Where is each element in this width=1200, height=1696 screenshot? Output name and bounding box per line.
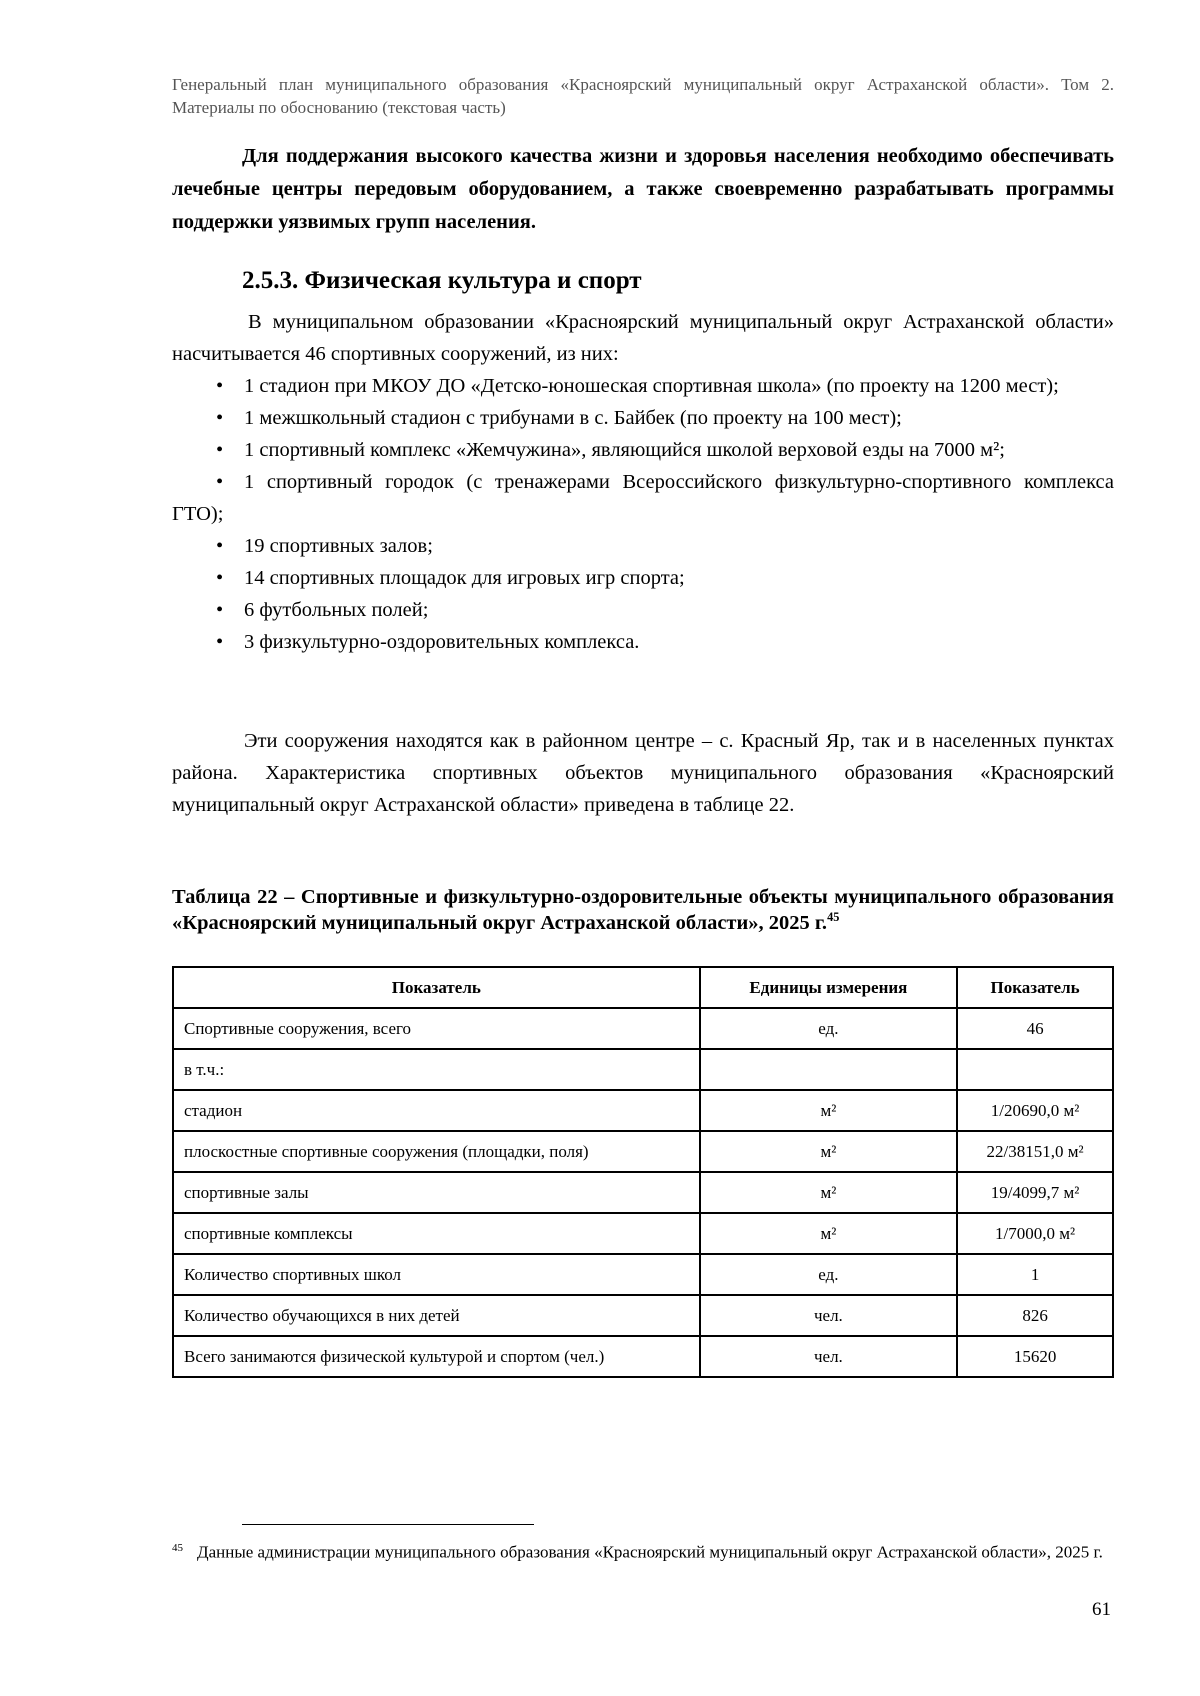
table-row (173, 1254, 1113, 1295)
table-cell (700, 1049, 957, 1090)
bullet-icon: • (216, 439, 224, 461)
list-item: • 1 спортивный городок (с тренажерами Всероссийского физкультурно-спортивного комплекса ГТО); (172, 466, 1114, 530)
table-cell: м² (700, 1090, 957, 1131)
table-row (173, 1336, 1113, 1377)
page-number: 61 (1092, 1599, 1111, 1620)
table-cell: Количество спортивных школ (173, 1254, 700, 1295)
footnote-mark: 45 (172, 1542, 183, 1554)
table-cell: 826 (957, 1295, 1113, 1336)
table-cell: стадион (173, 1090, 700, 1131)
table-cell: в т.ч.: (173, 1049, 700, 1090)
table-cell: ед. (700, 1008, 957, 1049)
table-cell: м² (700, 1213, 957, 1254)
summary-paragraph: Эти сооружения находятся как в районном центре – с. Красный Яр, так и в населенных пунктах района. Характеристика спортивных объектов муниципального образования «Красноярский муниципальный округ Астраханской области» приведена в таблице 22. (172, 730, 1114, 816)
list-item: • 19 спортивных залов; (172, 530, 1114, 562)
list-item: • 1 межшкольный стадион с трибунами в с. Байбек (по проекту на 100 мест); (172, 402, 1114, 434)
sports-facilities-table (172, 966, 1114, 1378)
table-row (173, 1295, 1113, 1336)
table-row (173, 1172, 1113, 1213)
facilities-intro-paragraph: В муниципальном образовании «Красноярский муниципальный округ Астраханской области» насчитывается 46 спортивных сооружений, из них: (172, 311, 1114, 365)
column-header: Единицы измерения (700, 967, 957, 1008)
section-title: 2.5.3. Физическая культура и спорт (242, 267, 642, 294)
table-cell: Количество обучающихся в них детей (173, 1295, 700, 1336)
bullet-icon: • (216, 567, 224, 589)
bullet-icon: • (216, 375, 224, 397)
bullet-icon: • (216, 471, 224, 493)
table-cell: м² (700, 1131, 957, 1172)
list-item: • 14 спортивных площадок для игровых игр спорта; (172, 562, 1114, 594)
table-cell: м² (700, 1172, 957, 1213)
table-row (173, 1008, 1113, 1049)
table-cell: Всего занимаются физической культурой и спортом (чел.) (173, 1336, 700, 1377)
table-cell: спортивные комплексы (173, 1213, 700, 1254)
running-header: Генеральный план муниципального образования «Красноярский муниципальный округ Астраханской области». Том 2. Материалы по обоснованию (текстовая часть) (172, 75, 1114, 117)
footnote-divider (242, 1524, 534, 1525)
table-row (173, 1090, 1113, 1131)
bullet-icon: • (216, 535, 224, 557)
intro-paragraph: Для поддержания высокого качества жизни и здоровья населения необходимо обеспечивать лечебные центры передовым оборудованием, а также своевременно разрабатывать программы поддержки уязвимых групп населения. (172, 145, 1114, 233)
table-row (173, 1213, 1113, 1254)
table-cell: 1/20690,0 м² (957, 1090, 1113, 1131)
table-cell: 15620 (957, 1336, 1113, 1377)
table-cell: 1/7000,0 м² (957, 1213, 1113, 1254)
table-cell: спортивные залы (173, 1172, 700, 1213)
table-cell: чел. (700, 1295, 957, 1336)
table-caption: Таблица 22 – Спортивные и физкультурно-оздоровительные объекты муниципального образования «Красноярский муниципальный округ Астраханской области», 2025 г.$^{45}$ (172, 886, 1114, 934)
bullet-icon: • (216, 631, 224, 653)
table-cell: чел. (700, 1336, 957, 1377)
table-cell: 1 (957, 1254, 1113, 1295)
table-cell: ед. (700, 1254, 957, 1295)
table-cell (957, 1049, 1113, 1090)
bullet-icon: • (216, 599, 224, 621)
facilities-list (172, 370, 1114, 658)
table-row (173, 1049, 1113, 1090)
table-cell: плоскостные спортивные сооружения (площадки, поля) (173, 1131, 700, 1172)
bullet-icon: • (216, 407, 224, 429)
footnote-ref[interactable]: 45 (827, 910, 840, 925)
table-row (173, 1131, 1113, 1172)
table-cell: 19/4099,7 м² (957, 1172, 1113, 1213)
table-cell: 46 (957, 1008, 1113, 1049)
footnote-text: Данные администрации муниципального образования «Красноярский муниципальный округ Астраханской области», 2025 г. (197, 1542, 1103, 1562)
list-item: • 1 спортивный комплекс «Жемчужина», являющийся школой верховой езды на 7000 м²; (172, 434, 1114, 466)
table-cell: Спортивные сооружения, всего (173, 1008, 700, 1049)
list-item: • 1 стадион при МКОУ ДО «Детско-юношеская спортивная школа» (по проекту на 1200 мест); (172, 370, 1114, 402)
footnote (172, 1536, 1114, 1565)
column-header: Показатель (173, 967, 700, 1008)
table-header-row (173, 967, 1113, 1008)
list-item: • 6 футбольных полей; (172, 594, 1114, 626)
table-cell: 22/38151,0 м² (957, 1131, 1113, 1172)
column-header: Показатель (957, 967, 1113, 1008)
list-item: • 3 физкультурно-оздоровительных комплекса. (172, 626, 1114, 658)
